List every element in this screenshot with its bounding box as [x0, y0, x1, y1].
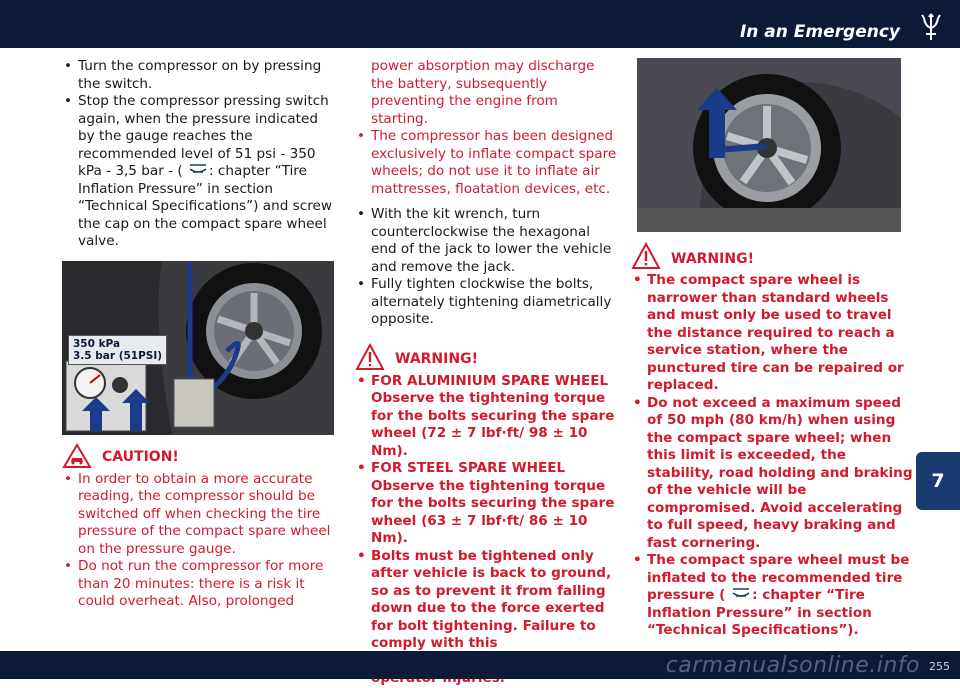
page-header: [0, 0, 960, 48]
page-footer: [0, 651, 960, 679]
list-item: • FOR ALUMINIUM SPARE WHEEL Observe the tightening torque for the bolts securing the spare wheel (72 ± 7 lbf·ft/ 98 ± 10 Nm).: [355, 373, 617, 461]
list-item: • Bolts must be tightened only after vehicle is back to ground, so as to prevent it from falling down due to the force exerted for bolt tightening. Failure to comply with this: [355, 548, 617, 688]
page-number: 255: [929, 660, 950, 673]
pressure-label: 350 kPa 3.5 bar (51PSI): [68, 335, 167, 365]
chapter-tab[interactable]: 7: [916, 452, 960, 510]
list-item: • FOR STEEL SPARE WHEEL Observe the tightening torque for the bolts securing the spare wheel (63 ± 7 lbf·ft/ 86 ± 10 Nm).: [355, 460, 617, 548]
column-3: [631, 58, 913, 640]
spare-wheel-illustration: [637, 58, 901, 232]
tire-pressure-reference-icon: [187, 163, 209, 177]
continued-text: power absorption may discharge the battery, subsequently preventing the engine from starting.: [371, 58, 595, 127]
list-item: • The compact spare wheel is narrower than standard wheels and must only be used to travel the distance required to reach a service station, where the punctured tire can be repaired or replaced.: [631, 272, 913, 395]
caution-car-icon: [62, 443, 92, 469]
list-item: • Do not exceed a maximum speed of 50 mph (80 km/h) when using the compact spare wheel; when this limit is exceeded, the stability, road holding and braking of the vehicle will be compromised. Avoid accelerating to full speed, heavy braking and fast cornering.: [631, 395, 913, 553]
warning-triangle-icon: [355, 343, 385, 371]
compressor-gauge-illustration: [62, 261, 334, 435]
column-2: [355, 58, 617, 688]
warning-label: WARNING!: [395, 351, 478, 367]
column-1: [62, 58, 334, 611]
list-item: • With the kit wrench, turn counterclockwise the hexagonal end of the jack to lower the vehicle and remove the jack.: [355, 206, 617, 276]
list-item: • Turn the compressor on by pressing the switch.: [62, 58, 334, 93]
list-item: • The compressor has been designed exclusively to inflate compact spare wheels; do not use it to inflate air mattresses, floatation devices, etc.: [355, 128, 617, 198]
section-title: In an Emergency: [739, 22, 900, 42]
spare-wheel-graphic: [637, 58, 901, 232]
list-item: • Fully tighten clockwise the bolts, alternately tightening diametrically opposite.: [355, 276, 617, 329]
list-item: • In order to obtain a more accurate reading, the compressor should be switched off when checking the tire pressure of the compact spare wheel on the pressure gauge.: [62, 471, 334, 559]
watermark: carmanualsonline.info: [665, 653, 920, 678]
warning-heading: [631, 242, 913, 270]
tire-pressure-reference-icon: [730, 587, 752, 601]
list-item: • The compact spare wheel must be inflated to the recommended tire pressure ( : chapter “Tire Inflation Pressure” in section “Technical Specifications”).: [631, 552, 913, 640]
trident-logo-icon: [916, 12, 946, 42]
warning-triangle-icon: [631, 242, 661, 270]
warning-heading: [355, 343, 617, 371]
warning-label: WARNING!: [671, 250, 754, 267]
list-item: • Stop the compressor pressing switch again, when the pressure indicated by the gauge reaches the recommended level of 51 psi - 350 kPa - 3,5 bar - ( : chapter “Tire Inflation Pressure” in section “Technical Specifications”) and screw the cap on the compact spare wheel valve.: [62, 93, 334, 251]
caution-heading: [62, 443, 334, 469]
list-item: • Do not run the compressor for more than 20 minutes: there is a risk it could overheat. Also, prolonged: [62, 558, 334, 611]
caution-label: CAUTION!: [102, 449, 179, 465]
